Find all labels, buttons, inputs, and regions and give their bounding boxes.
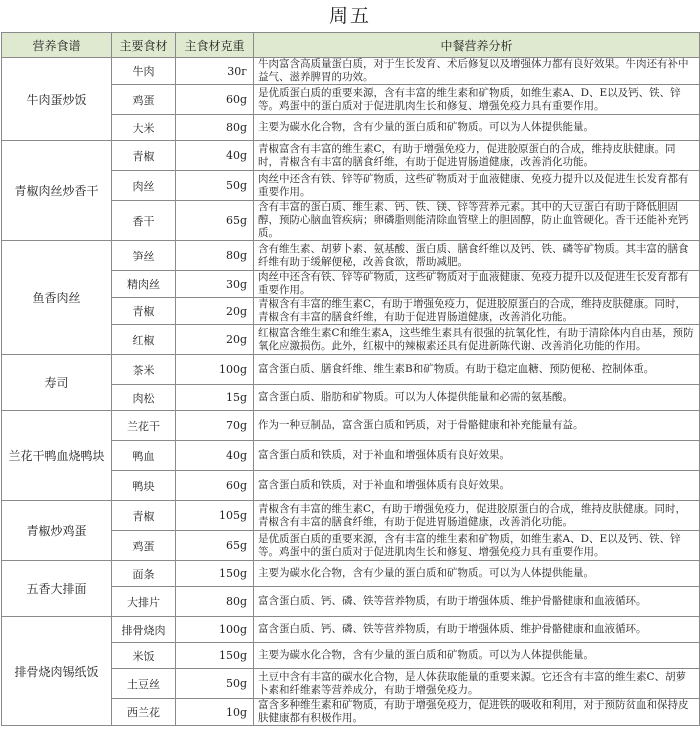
- weight-cell: 65g: [176, 531, 254, 561]
- ingredient-cell: 精肉丝: [112, 271, 176, 298]
- ingredient-cell: 兰花干: [112, 411, 176, 441]
- table-row: [2, 355, 700, 385]
- table-row: [2, 141, 700, 171]
- weight-cell: 80g: [176, 587, 254, 617]
- analysis-cell: 富含蛋白质和铁质，对于补血和增强体质有良好效果。: [254, 441, 700, 471]
- weight-cell: 70g: [176, 411, 254, 441]
- header-weight: 主食材克重: [176, 33, 254, 58]
- ingredient-cell: 鸭块: [112, 471, 176, 501]
- table-row: [2, 561, 700, 587]
- ingredient-cell: 肉丝: [112, 171, 176, 201]
- weight-cell: 80g: [176, 115, 254, 141]
- dish-name-cell: 五香大排面: [2, 561, 112, 617]
- weight-cell: 150g: [176, 643, 254, 669]
- analysis-cell: 是优质蛋白质的重要来源，含有丰富的维生素和矿物质，如维生素A、D、E以及钙、铁、锌等。鸡蛋中的蛋白质对于促进肌肉生长和修复、增强免疫力具有重要作用。: [254, 85, 700, 115]
- ingredient-cell: 牛肉: [112, 58, 176, 85]
- dish-name-cell: 寿司: [2, 355, 112, 411]
- ingredient-cell: 香干: [112, 201, 176, 241]
- analysis-cell: 富含蛋白质、膳食纤维、维生素B和矿物质。有助于稳定血糖、预防便秘、控制体重。: [254, 355, 700, 385]
- table-row: [2, 501, 700, 531]
- table-row: [2, 241, 700, 271]
- dish-name-cell: 青椒肉丝炒香干: [2, 141, 112, 241]
- header-analysis: 中餐营养分析: [254, 33, 700, 58]
- ingredient-cell: 茶米: [112, 355, 176, 385]
- table-row: [2, 58, 700, 85]
- weight-cell: 15g: [176, 385, 254, 411]
- analysis-cell: 肉丝中还含有铁、锌等矿物质，这些矿物质对于血液健康、免疫力提升以及促进生长发育都有重要作用。: [254, 271, 700, 298]
- weight-cell: 150g: [176, 561, 254, 587]
- ingredient-cell: 鸡蛋: [112, 531, 176, 561]
- weight-cell: 105g: [176, 501, 254, 531]
- weight-cell: 60g: [176, 471, 254, 501]
- nutrition-table: [1, 32, 700, 726]
- ingredient-cell: 鸭血: [112, 441, 176, 471]
- ingredient-cell: 大米: [112, 115, 176, 141]
- ingredient-cell: 青椒: [112, 501, 176, 531]
- analysis-cell: 红椒富含维生素C和维生素A，这些维生素具有很强的抗氧化性，有助于清除体内自由基，预防氧化应激损伤。此外，红椒中的辣椒素还具有促进新陈代谢、改善消化功能的作用。: [254, 325, 700, 355]
- dish-name-cell: 牛肉蛋炒饭: [2, 58, 112, 141]
- header-ingredient: 主要食材: [112, 33, 176, 58]
- analysis-cell: 富含蛋白质和铁质，对于补血和增强体质有良好效果。: [254, 471, 700, 501]
- analysis-cell: 主要为碳水化合物，含有少量的蛋白质和矿物质。可以为人体提供能量。: [254, 561, 700, 587]
- analysis-cell: 富含蛋白质、钙、磷、铁等营养物质，有助于增强体质、维护骨骼健康和血液循环。: [254, 587, 700, 617]
- weight-cell: 100g: [176, 617, 254, 643]
- analysis-cell: 青椒富含有丰富的维生素C，有助于增强免疫力，促进胶原蛋白的合成，维持皮肤健康。同时，青椒含有丰富的膳食纤维，有助于促进胃肠道健康，改善消化功能。: [254, 141, 700, 171]
- analysis-cell: 含有丰富的蛋白质、维生素、钙、铁、镁、锌等营养元素。其中的大豆蛋白有助于降低胆固醇，预防心脑血管疾病；卵磷脂则能清除血管壁上的胆固醇，防止血管硬化。香干还能补充钙质。: [254, 201, 700, 241]
- ingredient-cell: 米饭: [112, 643, 176, 669]
- dish-name-cell: 兰花干鸭血烧鸭块: [2, 411, 112, 501]
- analysis-cell: 富含蛋白质、脂肪和矿物质。可以为人体提供能量和必需的氨基酸。: [254, 385, 700, 411]
- ingredient-cell: 排骨烧肉: [112, 617, 176, 643]
- header-recipe: 营养食谱: [2, 33, 112, 58]
- page-title: 周五: [328, 5, 371, 27]
- analysis-cell: 作为一种豆制品，富含蛋白质和钙质，对于骨骼健康和补充能量有益。: [254, 411, 700, 441]
- weight-cell: 20g: [176, 325, 254, 355]
- weight-cell: 40g: [176, 141, 254, 171]
- ingredient-cell: 红椒: [112, 325, 176, 355]
- ingredient-cell: 青椒: [112, 298, 176, 325]
- table-header-row: [2, 33, 700, 58]
- ingredient-cell: 西兰花: [112, 699, 176, 726]
- weight-cell: 30г: [176, 58, 254, 85]
- ingredient-cell: 肉松: [112, 385, 176, 411]
- analysis-cell: 土豆中含有丰富的碳水化合物，是人体获取能量的重要来源。它还含有丰富的维生素C、胡萝卜素和纤维素等营养成分，有助于增强免疫力。: [254, 669, 700, 699]
- ingredient-cell: 面条: [112, 561, 176, 587]
- analysis-cell: 是优质蛋白质的重要来源，含有丰富的维生素和矿物质，如维生素A、D、E以及钙、铁、锌等。鸡蛋中的蛋白质对于促进肌肉生长和修复、增强免疫力具有重要作用。: [254, 531, 700, 561]
- table-row: [2, 411, 700, 441]
- analysis-cell: 青椒含有丰富的维生素C，有助于增强免疫力，促进胶原蛋白的合成，维持皮肤健康。同时，青椒含有丰富的膳食纤维，有助于促进胃肠道健康，改善消化功能。: [254, 501, 700, 531]
- ingredient-cell: 笋丝: [112, 241, 176, 271]
- analysis-cell: 主要为碳水化合物，含有少量的蛋白质和矿物质。可以为人体提供能量。: [254, 115, 700, 141]
- weight-cell: 65g: [176, 201, 254, 241]
- analysis-cell: 含有维生素、胡萝卜素、氨基酸、蛋白质、膳食纤维以及钙、铁、磷等矿物质。其丰富的膳食纤维有助于缓解便秘，改善食欲，帮助减肥。: [254, 241, 700, 271]
- ingredient-cell: 大排片: [112, 587, 176, 617]
- weight-cell: 100g: [176, 355, 254, 385]
- weight-cell: 60g: [176, 85, 254, 115]
- ingredient-cell: 土豆丝: [112, 669, 176, 699]
- analysis-cell: 牛肉富含高质量蛋白质，对于生长发育、术后修复以及增强体力都有良好效果。牛肉还有补中益气、滋养脾胃的功效。: [254, 58, 700, 85]
- analysis-cell: 富含多种维生素和矿物质，有助于增强免疫力，促进铁的吸收和利用，对于预防贫血和保持皮肤健康都有积极作用。: [254, 699, 700, 726]
- ingredient-cell: 青椒: [112, 141, 176, 171]
- weight-cell: 20g: [176, 298, 254, 325]
- ingredient-cell: 鸡蛋: [112, 85, 176, 115]
- analysis-cell: 主要为碳水化合物，含有少量的蛋白质和矿物质。可以为人体提供能量。: [254, 643, 700, 669]
- analysis-cell: 肉丝中还含有铁、锌等矿物质，这些矿物质对于血液健康、免疫力提升以及促进生长发育都有重要作用。: [254, 171, 700, 201]
- weight-cell: 50g: [176, 171, 254, 201]
- weight-cell: 80g: [176, 241, 254, 271]
- dish-name-cell: 排骨烧肉锡纸饭: [2, 617, 112, 726]
- weight-cell: 30g: [176, 271, 254, 298]
- weight-cell: 50g: [176, 669, 254, 699]
- table-body: [2, 58, 700, 726]
- weight-cell: 40g: [176, 441, 254, 471]
- table-row: [2, 617, 700, 643]
- analysis-cell: 富含蛋白质、钙、磷、铁等营养物质，有助于增强体质、维护骨骼健康和血液循环。: [254, 617, 700, 643]
- analysis-cell: 青椒含有丰富的维生素C，有助于增强免疫力，促进胶原蛋白的合成，维持皮肤健康。同时，青椒含有丰富的膳食纤维，有助于促进胃肠道健康，改善消化功能。: [254, 298, 700, 325]
- weight-cell: 10g: [176, 699, 254, 726]
- dish-name-cell: 鱼香肉丝: [2, 241, 112, 355]
- dish-name-cell: 青椒炒鸡蛋: [2, 501, 112, 561]
